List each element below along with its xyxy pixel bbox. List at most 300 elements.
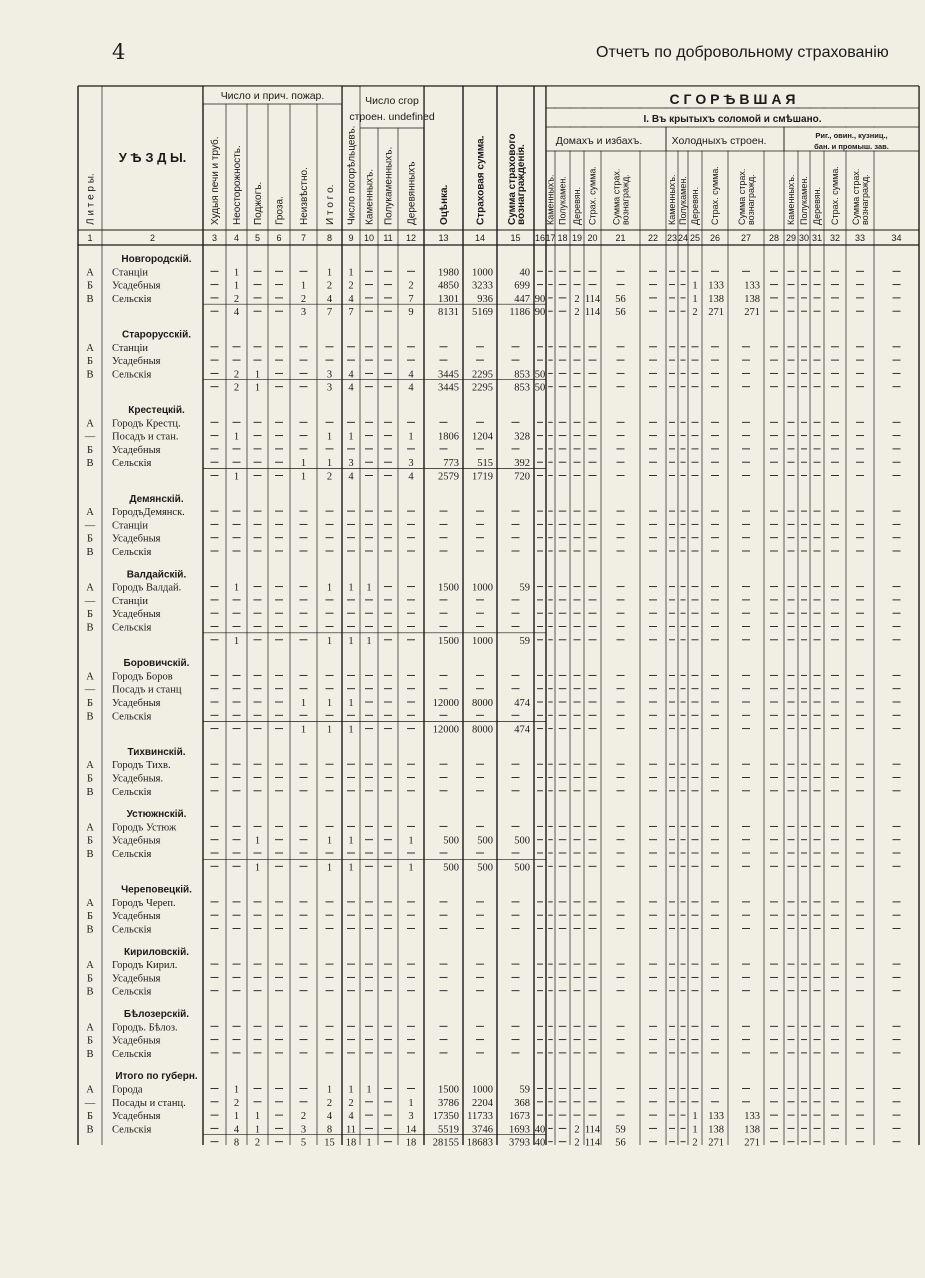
row-litera: — bbox=[84, 520, 96, 532]
cell-value: 500 bbox=[514, 862, 530, 874]
cell-value: 500 bbox=[477, 835, 493, 847]
header-fires-group: Число и прич. пожар. bbox=[220, 90, 325, 102]
row-litera: В bbox=[86, 786, 94, 798]
cell-value: 3 bbox=[348, 458, 354, 470]
cell-value: 1 bbox=[300, 724, 307, 736]
cell-value: 1 bbox=[254, 862, 261, 874]
row-litera: В bbox=[86, 1124, 94, 1136]
cell-value: 28155 bbox=[432, 1137, 459, 1149]
cell-value: 17350 bbox=[432, 1111, 459, 1123]
cell-value: 3 bbox=[300, 307, 307, 319]
cell-value: 40 bbox=[534, 1137, 546, 1149]
district-name: Демянскій. bbox=[129, 493, 184, 505]
cell-value: 56 bbox=[615, 293, 626, 305]
cell-value: 1 bbox=[408, 1097, 414, 1109]
cell-value: 56 bbox=[615, 1137, 626, 1149]
cell-value: 1000 bbox=[472, 635, 493, 647]
cell-value: 1 bbox=[692, 1124, 698, 1136]
row-label: Усадебныя bbox=[112, 911, 161, 923]
cell-value: 1 bbox=[300, 698, 307, 709]
row-litera: Б bbox=[86, 1035, 94, 1047]
vertical-header: Поджогъ. bbox=[253, 181, 265, 225]
cell-value: 59 bbox=[519, 582, 530, 594]
row-litera: Б bbox=[86, 698, 94, 709]
cell-value: 3 bbox=[300, 1124, 307, 1136]
header-barns: бан. и промыш. зав. bbox=[814, 142, 889, 151]
row-label: Сельскія bbox=[112, 458, 152, 470]
cell-value: 773 bbox=[443, 458, 459, 470]
cell-value: 2 bbox=[233, 1097, 240, 1109]
column-number: 8 bbox=[326, 233, 333, 243]
column-number: 32 bbox=[829, 233, 841, 243]
cell-value: 3 bbox=[408, 458, 414, 470]
cell-value: 50 bbox=[534, 382, 546, 394]
cell-value: 3786 bbox=[438, 1097, 459, 1109]
cell-value: 2579 bbox=[438, 471, 459, 483]
cell-value: 1 bbox=[233, 1084, 240, 1096]
cell-value: 1806 bbox=[438, 431, 459, 443]
row-litera: Б bbox=[86, 609, 94, 621]
cell-value: 936 bbox=[477, 293, 493, 305]
cell-value: 1 bbox=[366, 1084, 372, 1096]
cell-value: 500 bbox=[514, 835, 530, 847]
vertical-header: Сумма страх. bbox=[737, 168, 748, 225]
cell-value: 1 bbox=[233, 1111, 240, 1123]
cell-value: 1301 bbox=[438, 293, 459, 305]
cell-value: 4 bbox=[348, 369, 354, 381]
row-litera: Б bbox=[86, 533, 94, 545]
vertical-header: Деревян. bbox=[690, 186, 701, 225]
vertical-header: Страховая сумма. bbox=[475, 135, 487, 225]
cell-value: 4850 bbox=[438, 280, 459, 292]
row-litera: А bbox=[86, 582, 94, 594]
row-litera: В bbox=[86, 458, 94, 470]
row-litera: А bbox=[86, 342, 94, 354]
row-label: Усадебныя bbox=[112, 356, 161, 368]
cell-value: 3746 bbox=[472, 1124, 493, 1136]
row-label: Усадебныя bbox=[112, 609, 161, 621]
cell-value: 59 bbox=[615, 1124, 626, 1136]
row-litera: В bbox=[86, 622, 94, 634]
column-number: 29 bbox=[785, 233, 797, 243]
vertical-header: Число погорѣльцевъ. bbox=[346, 125, 358, 225]
cell-value: 1 bbox=[326, 1084, 333, 1096]
row-label: Усадебныя bbox=[112, 1111, 161, 1123]
vertical-header: Каменныхъ. bbox=[667, 174, 678, 225]
row-label: Сельскія bbox=[112, 369, 152, 381]
row-label: Городъ. Бѣлоз. bbox=[112, 1022, 178, 1034]
cell-value: 1 bbox=[254, 369, 261, 381]
row-litera: А bbox=[86, 960, 94, 972]
cell-value: 2 bbox=[326, 1097, 333, 1109]
row-litera: Б bbox=[86, 973, 94, 985]
cell-value: 2295 bbox=[472, 382, 493, 394]
cell-value: 3445 bbox=[438, 369, 459, 381]
cell-value: 699 bbox=[514, 280, 530, 292]
row-label: Сельскія bbox=[112, 622, 152, 634]
cell-value: 1 bbox=[348, 835, 354, 847]
cell-value: 133 bbox=[744, 1111, 760, 1123]
column-number: 22 bbox=[647, 233, 659, 243]
row-label: Сельскія bbox=[112, 547, 152, 558]
column-number: 19 bbox=[571, 233, 583, 243]
cell-value: 1 bbox=[326, 724, 333, 736]
cell-value: 1 bbox=[692, 280, 698, 292]
cell-value: 133 bbox=[708, 1111, 724, 1123]
cell-value: 18 bbox=[345, 1137, 357, 1149]
cell-value: 1 bbox=[233, 471, 240, 483]
cell-value: 8 bbox=[326, 1124, 333, 1136]
column-number: 17 bbox=[545, 233, 556, 243]
cell-value: 2 bbox=[300, 1111, 307, 1123]
cell-value: 138 bbox=[744, 1124, 760, 1136]
cell-value: 1 bbox=[348, 862, 354, 874]
cell-value: 1 bbox=[348, 724, 354, 736]
cell-value: 114 bbox=[584, 1124, 601, 1136]
column-number: 6 bbox=[276, 233, 282, 243]
cell-value: 4 bbox=[233, 1124, 240, 1136]
row-label: Городъ Боров bbox=[112, 671, 173, 683]
cell-value: 500 bbox=[443, 835, 459, 847]
cell-value: 271 bbox=[708, 1137, 724, 1149]
row-litera: Б bbox=[86, 835, 94, 847]
cell-value: 1 bbox=[326, 698, 333, 709]
cell-value: 8000 bbox=[472, 724, 493, 736]
cell-value: 4 bbox=[326, 1111, 333, 1123]
row-label: Усадебныя bbox=[112, 835, 161, 847]
cell-value: 11 bbox=[345, 1124, 357, 1136]
cell-value: 3 bbox=[326, 382, 333, 394]
cell-value: 2 bbox=[692, 1137, 698, 1149]
cell-value: 1 bbox=[348, 582, 354, 594]
cell-value: 4 bbox=[408, 382, 414, 394]
row-label: Усадебныя bbox=[112, 1035, 161, 1047]
row-label: Усадебныя bbox=[112, 444, 161, 456]
cell-value: 1 bbox=[348, 267, 354, 279]
cell-value: 8000 bbox=[472, 698, 493, 709]
row-label: Городъ Устюж bbox=[112, 822, 177, 834]
column-number: 28 bbox=[768, 233, 780, 243]
cell-value: 3233 bbox=[472, 280, 493, 292]
cell-value: 1719 bbox=[472, 471, 493, 483]
cell-value: 4 bbox=[348, 293, 354, 305]
row-label: ГородъДемянск. bbox=[112, 507, 185, 519]
cell-value: 500 bbox=[477, 862, 493, 874]
cell-value: 2 bbox=[348, 280, 354, 292]
cell-value: 12000 bbox=[432, 724, 459, 736]
column-number: 10 bbox=[363, 233, 375, 243]
row-label: Сельскія bbox=[112, 849, 152, 860]
cell-value: 12000 bbox=[432, 698, 459, 709]
vertical-header: Полукаменныхъ. bbox=[383, 146, 395, 225]
cell-value: 4 bbox=[348, 1111, 354, 1123]
column-number: 3 bbox=[211, 233, 218, 243]
row-litera: В bbox=[86, 369, 94, 381]
vertical-header: Каменныхъ. bbox=[545, 174, 556, 225]
row-label: Усадебныя bbox=[112, 973, 161, 985]
row-litera: А bbox=[86, 1084, 94, 1096]
cell-value: 1 bbox=[366, 1137, 372, 1149]
row-litera: Б bbox=[86, 1111, 94, 1123]
cell-value: 2 bbox=[574, 293, 580, 305]
column-number: 5 bbox=[254, 233, 261, 243]
row-label: Города bbox=[112, 1084, 143, 1096]
vertical-header: Сумма страх. bbox=[851, 168, 862, 225]
vertical-header: вознагражденія. bbox=[516, 144, 528, 225]
cell-value: 1 bbox=[254, 835, 261, 847]
cell-value: 1 bbox=[408, 431, 414, 443]
cell-value: 2 bbox=[692, 307, 698, 319]
row-label: Посадъ и станц bbox=[112, 684, 182, 696]
cell-value: 133 bbox=[744, 280, 760, 292]
header-barns: Риг., овин., кузниц., bbox=[815, 131, 888, 140]
cell-value: 1000 bbox=[472, 267, 493, 279]
cell-value: 114 bbox=[584, 307, 601, 319]
cell-value: 1 bbox=[366, 582, 372, 594]
cell-value: 5 bbox=[300, 1137, 307, 1149]
cell-value: 2 bbox=[254, 1137, 261, 1149]
vertical-header: Худыя печи и труб. bbox=[210, 136, 222, 225]
district-name: Боровичскій. bbox=[123, 658, 190, 670]
row-litera: — bbox=[84, 684, 96, 696]
row-label: Станціи bbox=[112, 267, 149, 279]
row-litera: А bbox=[86, 822, 94, 834]
cell-value: 15 bbox=[324, 1137, 335, 1149]
district-name: Новгородскій. bbox=[121, 254, 192, 265]
cell-value: 5169 bbox=[472, 307, 493, 319]
cell-value: 1 bbox=[348, 1084, 354, 1096]
cell-value: 1500 bbox=[438, 635, 459, 647]
cell-value: 2 bbox=[348, 1097, 354, 1109]
district-name: Кириловскій. bbox=[123, 946, 190, 958]
header-litery: Л и т е р ы. bbox=[85, 173, 97, 225]
row-label: Станціи bbox=[112, 520, 149, 532]
cell-value: 1 bbox=[233, 431, 240, 443]
row-label: Сельскія bbox=[112, 711, 152, 723]
column-number: 34 bbox=[891, 233, 902, 243]
cell-value: 1 bbox=[326, 582, 333, 594]
cell-value: 114 bbox=[584, 293, 601, 305]
cell-value: 3 bbox=[408, 1111, 414, 1123]
cell-value: 1 bbox=[300, 458, 307, 470]
cell-value: 1 bbox=[300, 280, 307, 292]
vertical-header: Деревян. bbox=[572, 186, 583, 225]
column-number: 9 bbox=[348, 233, 354, 243]
cell-value: 1 bbox=[254, 1111, 261, 1123]
cell-value: 18683 bbox=[466, 1137, 493, 1149]
header-covered: I. Въ крытыхъ соломой и смѣшано. bbox=[643, 114, 822, 125]
column-number: 25 bbox=[689, 233, 701, 243]
column-number: 21 bbox=[615, 233, 626, 243]
district-name: Тихвинскій. bbox=[127, 746, 186, 758]
cell-value: 7 bbox=[348, 307, 354, 319]
cell-value: 1 bbox=[233, 635, 240, 647]
row-label: Усадебныя. bbox=[112, 773, 164, 785]
cell-value: 4 bbox=[408, 471, 414, 483]
column-number: 26 bbox=[709, 233, 721, 243]
cell-value: 1000 bbox=[472, 582, 493, 594]
cell-value: 4 bbox=[348, 471, 354, 483]
cell-value: 7 bbox=[408, 293, 414, 305]
cell-value: 8 bbox=[233, 1137, 240, 1149]
cell-value: 1 bbox=[348, 635, 354, 647]
cell-value: 4 bbox=[326, 293, 333, 305]
vertical-header: вознагражд. bbox=[746, 174, 757, 225]
column-number: 14 bbox=[474, 233, 486, 243]
row-label: Усадебныя bbox=[112, 533, 161, 545]
cell-value: 447 bbox=[514, 293, 530, 305]
column-number: 1 bbox=[87, 233, 93, 243]
cell-value: 474 bbox=[514, 698, 530, 709]
vertical-header: Полукамен. bbox=[799, 176, 810, 225]
cell-value: 1 bbox=[326, 267, 333, 279]
row-litera: В bbox=[86, 924, 94, 936]
header-sgorevshaya: С Г О Р Ѣ В Ш А Я bbox=[669, 91, 796, 107]
row-litera: В bbox=[86, 711, 94, 723]
cell-value: 474 bbox=[514, 724, 530, 736]
vertical-header: И т о г о. bbox=[325, 184, 337, 225]
cell-value: 1 bbox=[233, 280, 240, 292]
vertical-header: Оцѣнка. bbox=[439, 184, 451, 225]
column-number: 24 bbox=[677, 233, 689, 243]
cell-value: 1 bbox=[692, 293, 698, 305]
cell-value: 1 bbox=[233, 582, 240, 594]
row-label: Сельскія bbox=[112, 924, 152, 936]
column-number: 30 bbox=[798, 233, 810, 243]
cell-value: 4 bbox=[233, 307, 240, 319]
row-litera: В bbox=[86, 986, 94, 998]
row-litera: Б bbox=[86, 444, 94, 456]
column-number: 18 bbox=[557, 233, 568, 243]
cell-value: 500 bbox=[443, 862, 459, 874]
row-litera: Б bbox=[86, 356, 94, 368]
row-label: Городъ Тихв. bbox=[112, 760, 171, 772]
cell-value: 40 bbox=[519, 267, 530, 279]
cell-value: 720 bbox=[514, 471, 530, 483]
column-number: 7 bbox=[300, 233, 307, 243]
vertical-header: вознагражд. bbox=[620, 174, 631, 225]
cell-value: 1 bbox=[254, 382, 261, 394]
row-label: Сельскія bbox=[112, 293, 152, 305]
district-name: Валдайскій. bbox=[126, 569, 187, 581]
column-number: 12 bbox=[405, 233, 417, 243]
cell-value: 2 bbox=[233, 293, 240, 305]
cell-value: 5519 bbox=[438, 1124, 459, 1136]
row-litera: Б bbox=[86, 280, 94, 292]
cell-value: 2 bbox=[233, 382, 240, 394]
cell-value: 1 bbox=[326, 458, 333, 470]
cell-value: 392 bbox=[514, 458, 530, 470]
column-number: 20 bbox=[587, 233, 598, 243]
cell-value: 3793 bbox=[509, 1137, 530, 1149]
vertical-header: Страх. сумма. bbox=[587, 166, 598, 225]
cell-value: 1 bbox=[348, 431, 354, 443]
cell-value: 3 bbox=[326, 369, 333, 381]
row-label: Сельскія bbox=[112, 786, 152, 798]
row-label: Городъ Крестц. bbox=[112, 418, 181, 430]
row-litera: А bbox=[86, 267, 94, 279]
cell-value: 1 bbox=[348, 698, 354, 709]
row-litera: В bbox=[86, 293, 94, 305]
row-litera: А bbox=[86, 1022, 94, 1034]
cell-value: 1 bbox=[408, 862, 414, 874]
row-litera: — bbox=[84, 431, 96, 443]
cell-value: 4 bbox=[348, 382, 354, 394]
cell-value: 2 bbox=[574, 1137, 580, 1149]
cell-value: 1693 bbox=[509, 1124, 530, 1136]
column-number: 33 bbox=[854, 233, 866, 243]
row-litera: — bbox=[84, 1097, 96, 1109]
row-litera: — bbox=[84, 595, 96, 607]
row-label: Станціи bbox=[112, 595, 149, 607]
row-label: Станціи bbox=[112, 342, 149, 354]
cell-value: 1 bbox=[300, 471, 307, 483]
header-burned-group: Число сгор bbox=[365, 95, 419, 107]
column-number: 15 bbox=[510, 233, 521, 243]
row-litera: Б bbox=[86, 773, 94, 785]
page-title: Отчетъ по добровольному страхованію bbox=[596, 44, 889, 61]
cell-value: 9 bbox=[408, 307, 414, 319]
header-houses: Домахъ и избахъ. bbox=[555, 135, 643, 147]
cell-value: 515 bbox=[477, 458, 493, 470]
cell-value: 56 bbox=[615, 307, 626, 319]
row-label: Посады и станц. bbox=[112, 1097, 186, 1109]
cell-value: 1500 bbox=[438, 1084, 459, 1096]
cell-value: 11733 bbox=[467, 1111, 493, 1123]
header-uezdy: У Ѣ З Д Ы. bbox=[118, 150, 187, 165]
row-litera: В bbox=[86, 849, 94, 860]
vertical-header: Полукамен. bbox=[678, 176, 689, 225]
vertical-header: Страх. сумма. bbox=[830, 166, 841, 225]
row-label: Городъ Кирил. bbox=[112, 960, 178, 972]
header-burned-group: строен. undefined bbox=[349, 111, 435, 123]
cell-value: 1 bbox=[326, 635, 333, 647]
cell-value: 1 bbox=[326, 431, 333, 443]
column-number: 11 bbox=[383, 233, 393, 243]
cell-value: 368 bbox=[514, 1097, 530, 1109]
district-name: Итого по губерн. bbox=[115, 1071, 198, 1083]
vertical-header: Страх. сумма. bbox=[710, 166, 721, 225]
vertical-header: Сумма страхового bbox=[507, 133, 519, 225]
cell-value: 1673 bbox=[509, 1111, 530, 1123]
cell-value: 114 bbox=[584, 1137, 601, 1149]
cell-value: 133 bbox=[708, 280, 724, 292]
row-label: Сельскія bbox=[112, 1124, 152, 1136]
cell-value: 138 bbox=[744, 293, 760, 305]
district-name: Старорусскій. bbox=[121, 329, 192, 341]
cell-value: 90 bbox=[534, 293, 546, 305]
cell-value: 59 bbox=[519, 635, 530, 647]
vertical-header: Деревянныхъ bbox=[406, 161, 418, 225]
row-litera: А bbox=[86, 507, 94, 519]
vertical-header: Сумма страх. bbox=[611, 168, 622, 225]
vertical-header: Гроза. bbox=[274, 196, 286, 225]
cell-value: 1 bbox=[408, 835, 414, 847]
row-label: Городъ Череп. bbox=[112, 897, 176, 909]
cell-value: 18 bbox=[405, 1137, 417, 1149]
district-name: Крестецкій. bbox=[128, 405, 185, 416]
cell-value: 3445 bbox=[438, 382, 459, 394]
column-number: 23 bbox=[666, 233, 678, 243]
row-label: Посадъ и стан. bbox=[112, 431, 179, 443]
cell-value: 2 bbox=[233, 369, 240, 381]
vertical-header: Полукамен. bbox=[557, 176, 568, 225]
cell-value: 7 bbox=[326, 307, 333, 319]
cell-value: 40 bbox=[534, 1124, 546, 1136]
column-number: 27 bbox=[740, 233, 752, 243]
cell-value: 328 bbox=[514, 431, 530, 443]
vertical-header: Деревян. bbox=[812, 186, 823, 225]
